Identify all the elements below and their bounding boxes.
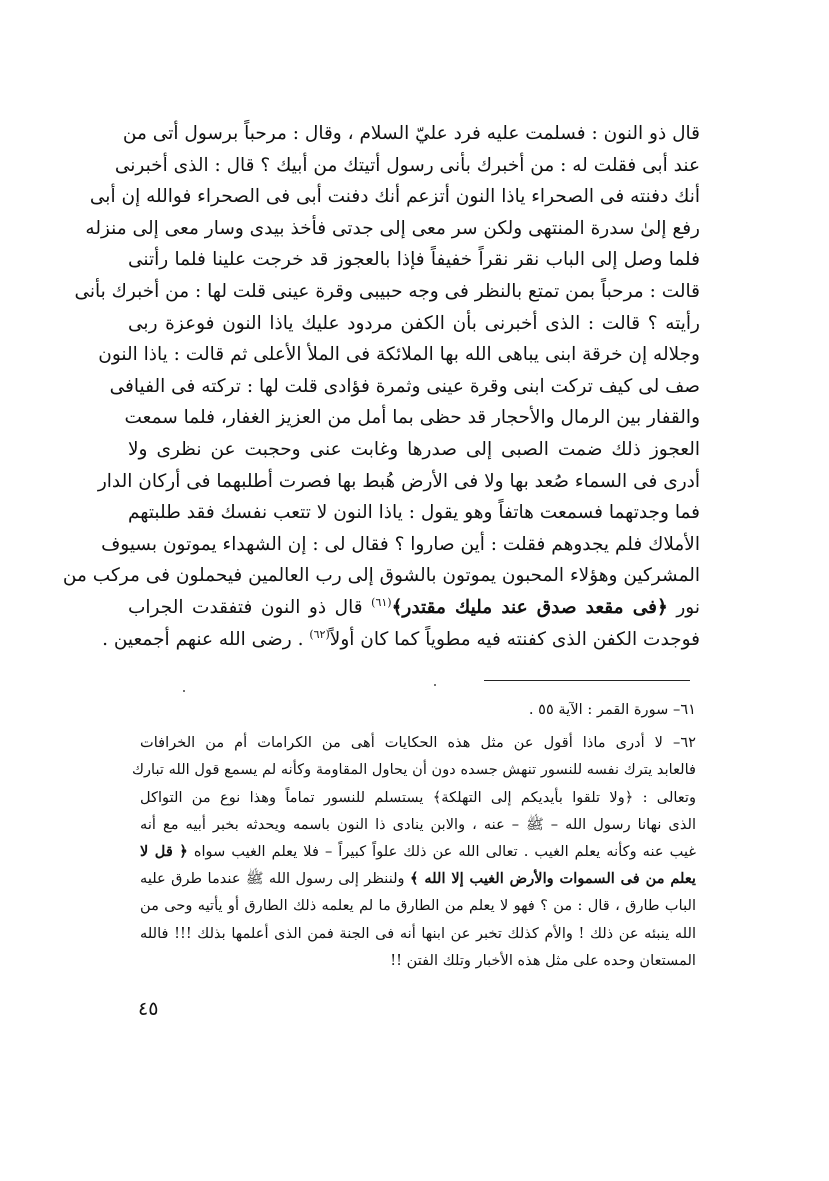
text-line: رأيته ؟ قالت : الذى أخبرنى بأن الكفن مردود عليك ياذا النون فوعزة ربى	[128, 312, 700, 334]
footnote-separator	[484, 680, 690, 681]
footnote-line: فالعابد يترك نفسه للنسور تنهش جسده دون أن يحاول المقاومة وكأنه لم يسمع قول الله تبارك	[131, 761, 696, 779]
text-segment: ولننظر إلى رسول الله ﷺ عندما طرق عليه	[140, 870, 405, 888]
footnote-line: ٦٢– لا أدرى ماذا أقول عن مثل هذه الحكايات أهى من الكرامات أم من الخرافات	[140, 734, 696, 752]
text-line: وجلاله إن خرقة ابنى يباهى الله بها الملائكة فى الملأ الأعلى ثم قالت : ياذا النون	[98, 344, 700, 366]
footnote-line: وتعالى : ﴿ولا تلقوا بأيديكم إلى التهلكة﴾ يستسلم للنسور تماماً وهذا نوع من التواكل	[140, 788, 696, 806]
text-segment: فوجدت الكفن الذى كفنته فيه مطوياً كما كان أولاً	[329, 628, 700, 650]
footnotes-block	[131, 696, 696, 974]
footnote-line: الباب طارق ، قال : من ؟ فهو لا يعلم من الطارق ما لم يعلمه ذلك الطارق أو يأتيه وحى من	[140, 897, 696, 915]
text-line: صف لى كيف تركت ابنى وقرة عينى وثمرة فؤادى قلت لها : تركته فى الفيافى	[109, 375, 700, 397]
footnote-line: الله ينبئه عن ذلك ! والأم كذلك تخبر عن ابنها أنه فى الجنة فمن الذى أعلمها بذلك !!! فالله	[140, 924, 696, 942]
text-line: العجوز ذلك ضمت الصبى إلى صدرها وغابت عنى وحجبت عن نظرى ولا	[128, 438, 700, 460]
text-line-verse	[128, 592, 700, 624]
text-segment: . رضى الله عنهم أجمعين .	[102, 628, 304, 650]
text-line: فلما وصل إلى الباب نقر نقراً خفيفاً فإذا بالعجوز قد خرجت علينا فلما رأتنى	[128, 249, 700, 271]
footnote-ref-61: (٦١)	[371, 595, 392, 609]
quran-verse: يعلم من فى السموات والأرض الغيب إلا الله ﴾	[409, 870, 696, 888]
footnote-ref-62: (٦٢)	[309, 627, 330, 641]
text-line: قالت : مرحباً بمن تمتع بالنظر فى وجه حبيبى وقرة عينى قلت لها : من أخبرك بأنى	[74, 280, 700, 302]
text-line: رفع إلىٰ سدرة المنتهى ولكن سر معى إلى جدتى فأخذ بيدى وسار معى إلى منزله	[85, 217, 700, 239]
footnote-line: المستعان وحده على مثل هذه الأخبار وتلك الفتن !!	[390, 951, 696, 969]
text-line: والقفار بين الرمال والأحجار قد حظى بما أمل من العزيز الغفار، فلما سمعت	[124, 407, 700, 429]
quran-verse: ﴿فى مقعد صدق عند مليك مقتدر﴾	[391, 596, 668, 618]
page-number: ٤٥	[138, 998, 159, 1020]
footnote-61: ٦١– سورة القمر : الآية ٥٥ .	[528, 701, 696, 718]
text-segment: نور	[676, 596, 700, 618]
text-line: عند أبى فقلت له : من أخبرك بأنى رسول أتيتك من أبيك ؟ قال : الذى أخبرنى	[114, 154, 700, 176]
text-line: فما وجدتهما فسمعت هاتفاً وهو يقول : ياذا النون لا تتعب نفسك فقد طلبتهم	[128, 502, 700, 524]
text-line: أنك دفنته فى الصحراء ياذا النون أتزعم أنك دفنت أبى فى الصحراء فوالله إن أبى	[89, 186, 700, 208]
text-segment: غيب عنه وكأنه يعلم الغيب . تعالى الله عن ذلك علواً كبيراً – فلا يعلم الغيب سواه	[193, 842, 696, 860]
text-line: المشركين وهؤلاء المحبون يموتون بالشوق إلى رب العالمين فيحملون فى مركب من	[62, 565, 700, 587]
footnote-line-verse	[140, 838, 696, 865]
text-line: قال ذو النون : فسلمت عليه فرد عليّ السلام ، وقال : مرحباً برسول أتى من	[122, 123, 700, 144]
scan-speck	[434, 684, 436, 686]
scan-speck	[183, 690, 185, 692]
text-line: الأملاك فلم يجدوهم فقلت : أين صاروا ؟ فقال لى : إن الشهداء يموتون بسيوف	[101, 533, 700, 555]
text-segment: قال ذو النون فتفقدت الجراب	[128, 596, 363, 618]
text-line: أدرى فى السماء صُعد بها ولا فى الأرض هُبط بها فصرت أطلبهما فى أركان الدار	[97, 470, 700, 492]
quran-verse: ﴿ قل لا	[140, 842, 188, 860]
main-text-block	[62, 118, 700, 655]
footnote-line-verse	[140, 865, 696, 892]
text-line-last	[102, 624, 700, 656]
footnote-line: الذى نهانا رسول الله – ﷺ – عنه ، والابن ينادى ذا النون باسمه ويحدثه بخبر أبيه مع أنه	[140, 815, 696, 833]
